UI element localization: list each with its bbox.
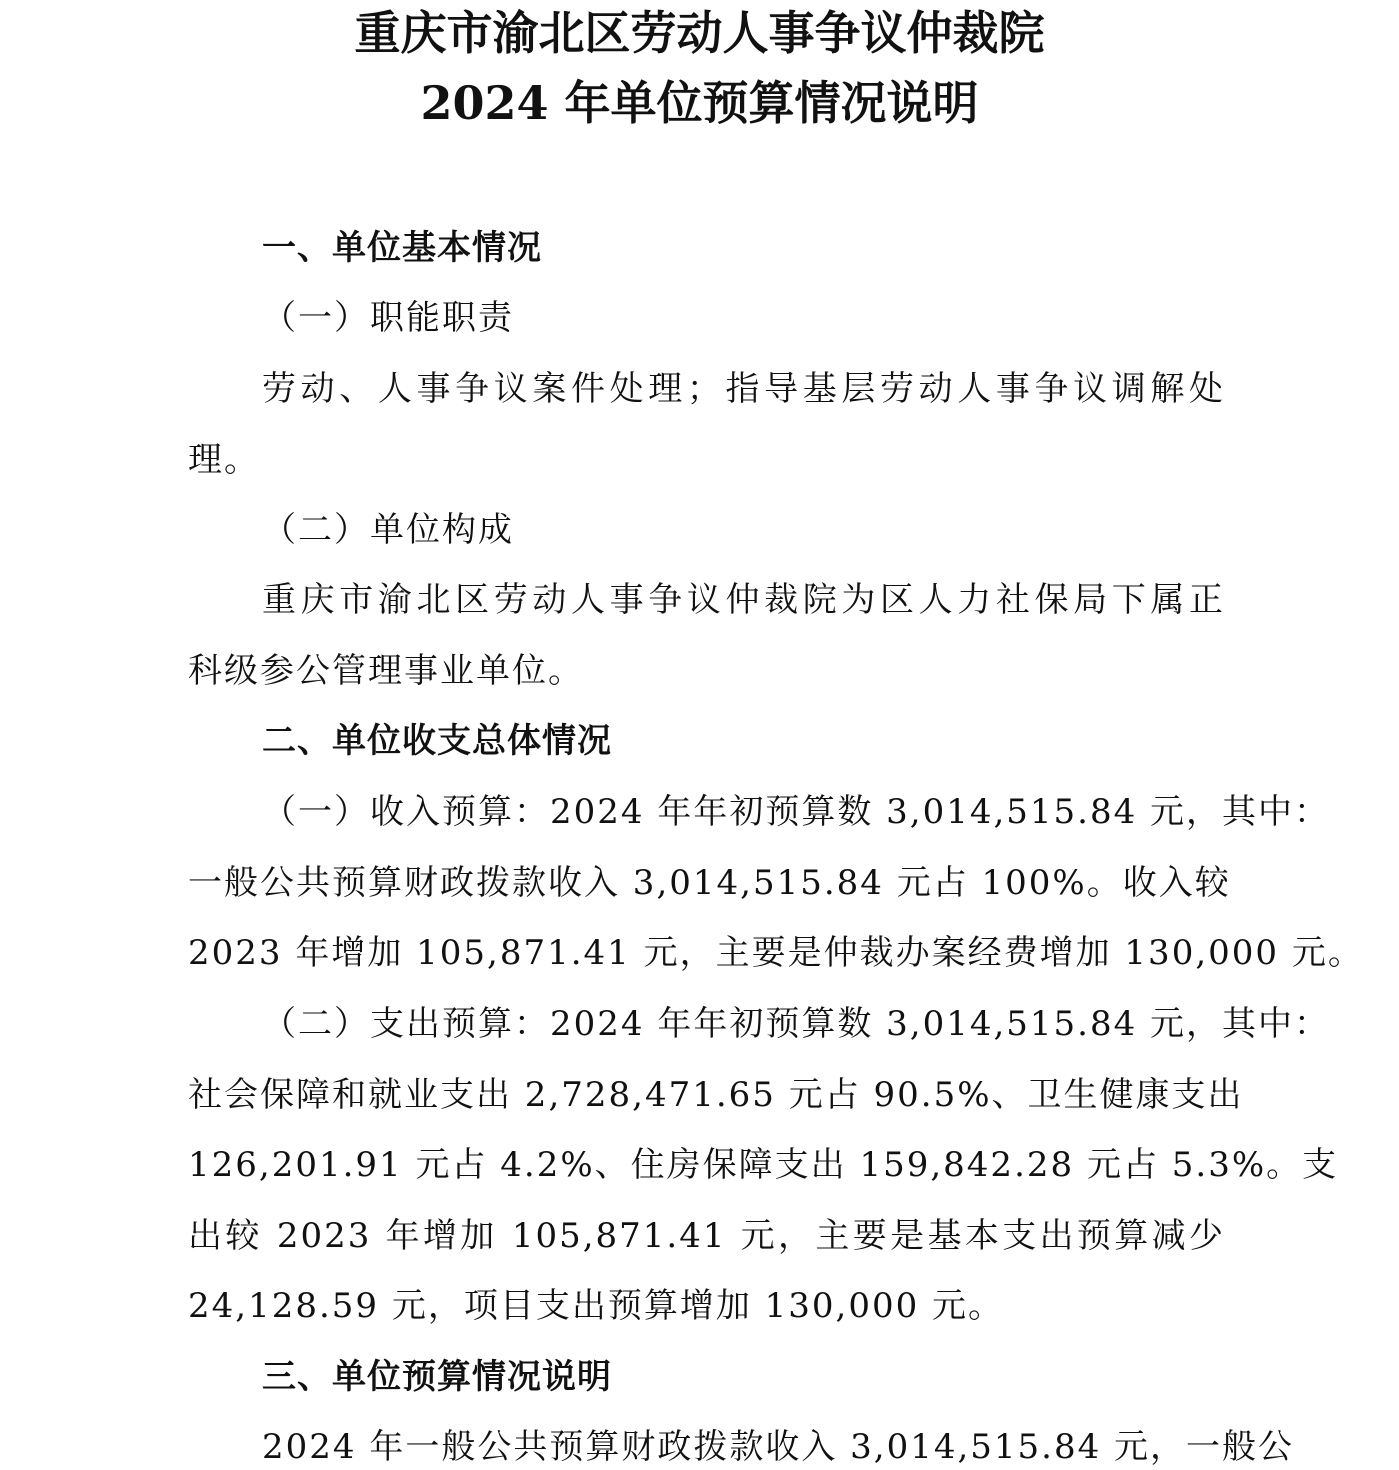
section1-sub2-paragraph-line1: 重庆市渝北区劳动人事争议仲裁院为区人力社保局下属正 bbox=[262, 580, 1225, 620]
section1-heading: 一、单位基本情况 bbox=[262, 228, 542, 268]
section2-expense-line5: 24,128.59 元，项目支出预算增加 130,000 元。 bbox=[188, 1286, 1005, 1326]
document-title-line2: 2024 年单位预算情况说明 bbox=[420, 76, 979, 130]
section1-sub2-paragraph-line2: 科级参公管理事业单位。 bbox=[188, 651, 584, 691]
section2-heading: 二、单位收支总体情况 bbox=[262, 721, 612, 761]
document-title-line1: 重庆市渝北区劳动人事争议仲裁院 bbox=[354, 6, 1045, 60]
section2-expense-line4: 出较 2023 年增加 105,871.41 元，主要是基本支出预算减少 bbox=[188, 1216, 1225, 1256]
section1-sub1-heading: （一）职能职责 bbox=[262, 298, 514, 338]
section2-expense-line1: （二）支出预算：2024 年年初预算数 3,014,515.84 元，其中： bbox=[262, 1004, 1331, 1044]
section1-sub1-paragraph-line1: 劳动、人事争议案件处理；指导基层劳动人事争议调解处 bbox=[262, 369, 1225, 409]
section1-sub2-heading: （二）单位构成 bbox=[262, 510, 514, 550]
section2-expense-line2: 社会保障和就业支出 2,728,471.65 元占 90.5%、卫生健康支出 bbox=[188, 1075, 1244, 1115]
section2-income-line3: 2023 年增加 105,871.41 元，主要是仲裁办案经费增加 130,000 元。 bbox=[188, 933, 1364, 973]
section3-heading: 三、单位预算情况说明 bbox=[262, 1357, 612, 1397]
section2-income-line1: （一）收入预算：2024 年年初预算数 3,014,515.84 元，其中： bbox=[262, 792, 1331, 832]
section2-expense-line3: 126,201.91 元占 4.2%、住房保障支出 159,842.28 元占 5.3%。支 bbox=[188, 1145, 1339, 1185]
section1-sub1-paragraph-line2: 理。 bbox=[188, 440, 260, 480]
section2-income-line2: 一般公共预算财政拨款收入 3,014,515.84 元占 100%。收入较 bbox=[188, 863, 1231, 903]
section3-paragraph-line1: 2024 年一般公共预算财政拨款收入 3,014,515.84 元，一般公 bbox=[262, 1427, 1295, 1467]
